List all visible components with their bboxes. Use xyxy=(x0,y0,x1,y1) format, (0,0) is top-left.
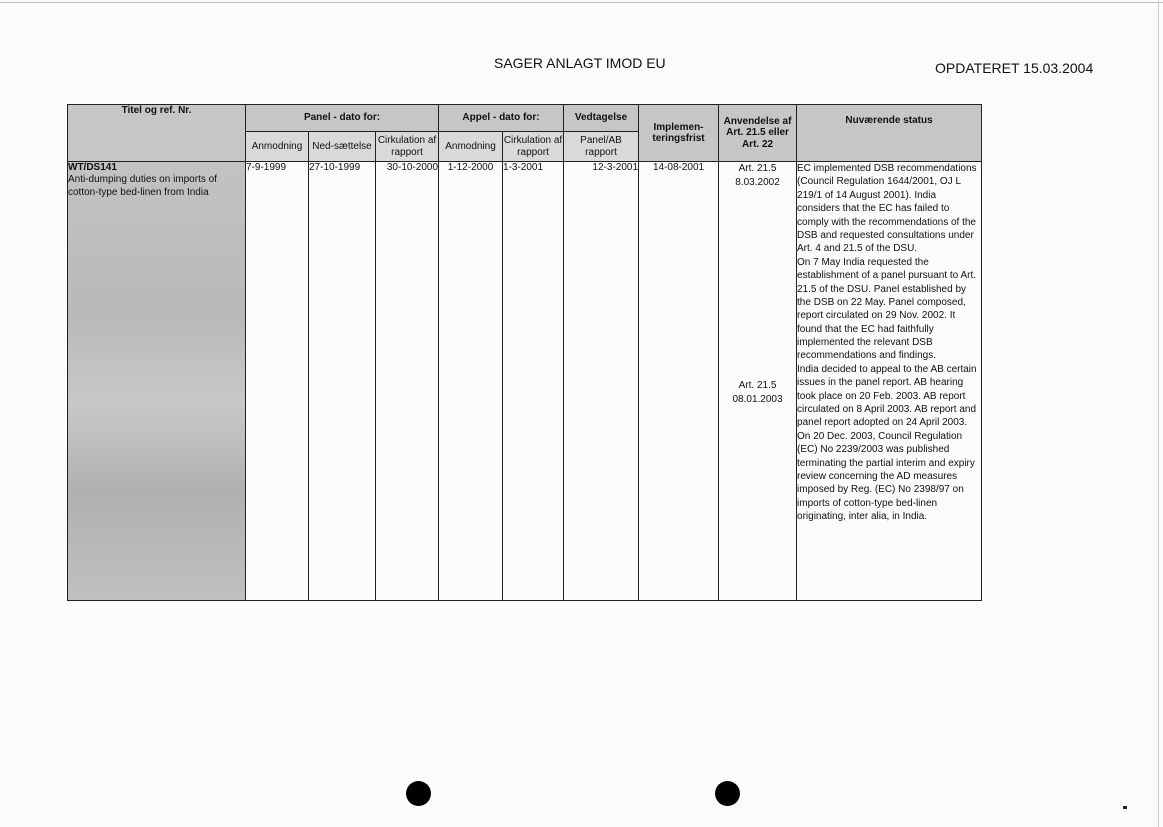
subheader-panel-request: Anmodning xyxy=(246,132,309,162)
art-application-cell xyxy=(719,162,797,601)
appeal-request-date: 1-12-2000 xyxy=(439,162,503,601)
status-paragraph-2: On 7 May India requested the establishment of a panel pursuant to Art. 21.5 of the DSU. Panel established by the DSB on 22 May. Panel composed, report circulated on 29 Nov. 2002. It found that the EC had faithfully implemented the relevant DSB recommendations and findings. xyxy=(797,256,977,362)
header-panel-group: Panel - dato for: xyxy=(246,105,439,132)
case-ref: WT/DS141 xyxy=(68,162,117,173)
subheader-appeal-circulation: Cirkulation af rapport xyxy=(503,132,564,162)
art-spacer xyxy=(719,190,796,379)
punch-hole-left xyxy=(406,781,431,806)
subheader-appeal-request: Anmodning xyxy=(439,132,503,162)
status-paragraph-4: On 20 Dec. 2003, Council Regulation (EC) No 2239/2003 was published terminating the partial interim and expiry review concerning the AD measures imposed by Reg. (EC) No 2398/97 on imports of cotton-type bed-linen originating, inter alia, in India. xyxy=(797,430,975,523)
scan-right-edge xyxy=(1158,0,1159,827)
subheader-panel-circulation: Cirkulation af rapport xyxy=(376,132,439,162)
case-title-cell xyxy=(68,162,246,601)
header-status: Nuværende status xyxy=(797,105,982,162)
appeal-circulation-date: 1-3-2001 xyxy=(503,162,564,601)
table-row xyxy=(68,162,982,601)
status-paragraph-3: India decided to appeal to the AB certain issues in the panel report. AB hearing took place on 20 Feb. 2003. AB report circulated on 8 April 2003. AB report and panel report adopted on 24 April 2003. xyxy=(797,363,977,429)
panel-request-date: 7-9-1999 xyxy=(246,162,309,601)
case-name: Anti-dumping duties on imports of cotton-type bed-linen from India xyxy=(68,174,217,198)
art-entry-1-date: 8.03.2002 xyxy=(735,177,780,188)
panel-circulation-date: 30-10-2000 xyxy=(376,162,439,601)
status-cell xyxy=(797,162,982,601)
punch-hole-right xyxy=(715,781,740,806)
header-adoption: Vedtagelse xyxy=(564,105,639,132)
header-row-top xyxy=(68,105,982,132)
status-paragraph-1: EC implemented DSB recommendations (Council Regulation 1644/2001, OJ L 219/1 of 14 August 2001). India considers that the EC has failed to comply with the recommendations of the DSB and requested consultations under Art. 4 and 21.5 of the DSU. xyxy=(797,163,977,255)
adoption-date: 12-3-2001 xyxy=(564,162,639,601)
panel-establishment-date: 27-10-1999 xyxy=(309,162,376,601)
art-entry-2-article: Art. 21.5 xyxy=(738,380,777,391)
header-title-ref: Titel og ref. Nr. xyxy=(68,105,246,162)
cases-table xyxy=(67,104,982,601)
scan-speck xyxy=(1123,806,1127,809)
header-implementation: Implemen-teringsfrist xyxy=(639,105,719,162)
implementation-deadline: 14-08-2001 xyxy=(639,162,719,601)
subheader-adoption-type: Panel/AB rapport xyxy=(564,132,639,162)
page-title: SAGER ANLAGT IMOD EU xyxy=(494,55,666,71)
scan-top-edge xyxy=(0,2,1163,3)
art-entry-2-date: 08.01.2003 xyxy=(732,394,783,405)
header-appeal-group: Appel - dato for: xyxy=(439,105,564,132)
art-entry-1-article: Art. 21.5 xyxy=(738,163,777,174)
subheader-panel-establishment: Ned-sættelse xyxy=(309,132,376,162)
updated-date: OPDATERET 15.03.2004 xyxy=(935,60,1094,76)
header-art-application: Anvendelse af Art. 21.5 eller Art. 22 xyxy=(719,105,797,162)
